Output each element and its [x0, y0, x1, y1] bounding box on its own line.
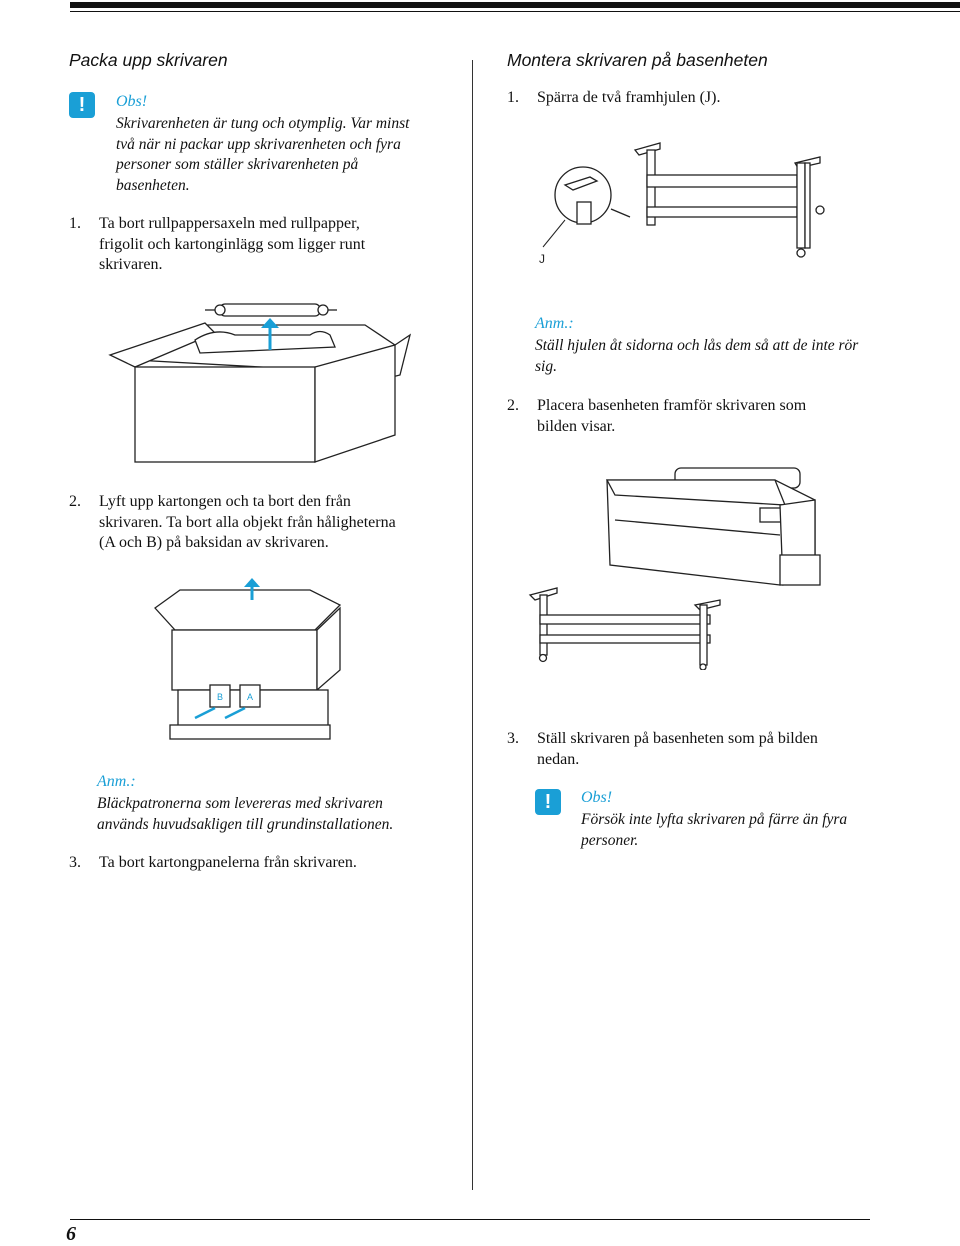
page-number: 6	[66, 1223, 76, 1245]
lift-box-figure	[150, 575, 360, 750]
wheel-label-j: J	[539, 252, 545, 266]
footer-rule	[70, 1219, 870, 1220]
printer-stand-figure	[515, 460, 830, 670]
section-heading-unpack: Packa upp skrivaren	[69, 50, 228, 70]
hole-label-b: B	[216, 692, 224, 702]
step-3-remove-panels: 3. Ta bort kartongpanelerna från skrivaren.	[69, 854, 357, 871]
section-heading-mount: Montera skrivaren på basenheten	[507, 50, 768, 70]
warning-icon: !	[69, 92, 95, 118]
note-text-ink: Bläckpatronerna som levereras med skrivaren används huvudsakligen till grundinstallationen.	[97, 795, 394, 833]
warning-text-lift: Försök inte lyfta skrivaren på färre än fyra personer.	[581, 811, 848, 849]
note-label-ink: Anm.:	[97, 773, 136, 790]
warning-icon-lift: !	[535, 789, 561, 815]
note-label-wheels: Anm.:	[535, 315, 574, 332]
warning-text: Skrivarenheten är tung och otymplig. Var minst två när ni packar upp skrivarenheten och fyra personer som ställer skrivarenheten på basenheten.	[116, 115, 410, 194]
header-rule-thin	[70, 11, 960, 12]
unpack-box-figure	[105, 295, 435, 470]
hole-label-a: A	[246, 692, 254, 702]
warning-label: Obs!	[116, 93, 148, 110]
header-rule-thick	[70, 2, 960, 8]
warning-label-lift: Obs!	[581, 789, 613, 806]
note-text-wheels: Ställ hjulen åt sidorna och lås dem så att de inte rör sig.	[535, 337, 859, 375]
step-1-lock-wheels: 1. Spärra de två framhjulen (J).	[507, 89, 721, 106]
column-divider	[472, 60, 473, 1190]
stand-wheel-figure	[535, 135, 835, 270]
